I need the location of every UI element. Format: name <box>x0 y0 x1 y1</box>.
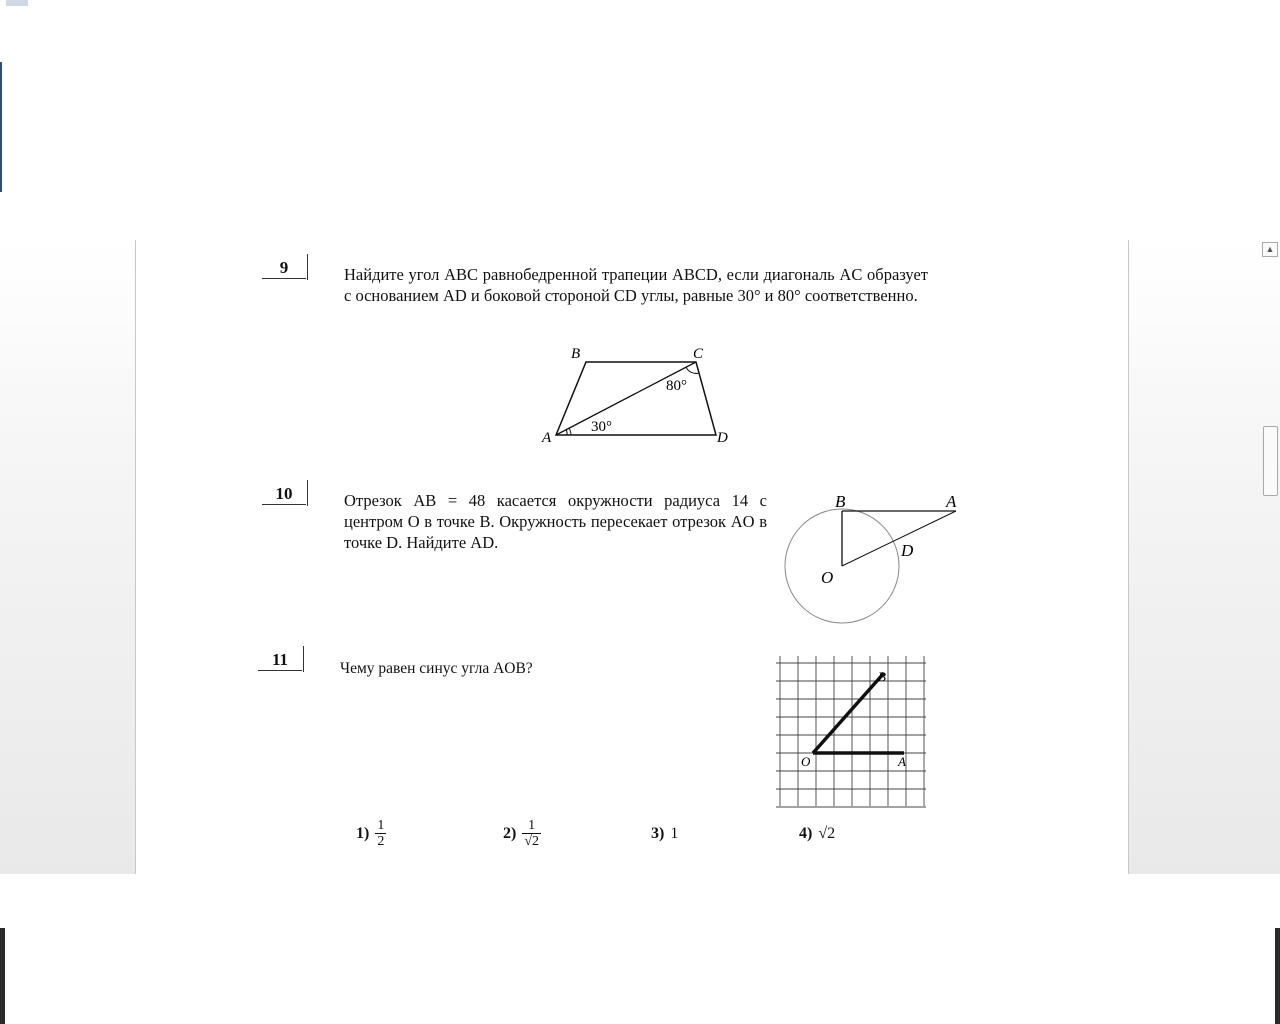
bottom-right-edge <box>1275 928 1280 1024</box>
task-10-circle-figure <box>781 490 966 630</box>
label-a: A <box>898 754 906 769</box>
answer-2-fraction <box>522 818 541 849</box>
answer-1-fraction <box>375 818 386 849</box>
answer-3-label: 3) <box>651 825 665 842</box>
label-angle-80: 80° <box>666 378 687 394</box>
viewer-bottom-strip <box>4 874 1276 902</box>
answer-3-value: 1 <box>670 825 679 842</box>
task-11-number: 11 <box>258 650 302 671</box>
bottom-left-edge <box>0 928 5 1024</box>
answer-option-2[interactable] <box>503 818 541 849</box>
task-9-number: 9 <box>262 258 306 279</box>
angle-arc-a2 <box>569 428 571 435</box>
answer-2-label: 2) <box>503 824 517 842</box>
label-c: C <box>693 346 704 362</box>
label-b: B <box>835 492 846 511</box>
answer-4-value: √2 <box>818 825 836 842</box>
task-10-number: 10 <box>262 484 306 505</box>
top-blank-area <box>0 0 1280 240</box>
scroll-up-arrow-icon[interactable]: ▲ <box>1262 242 1278 257</box>
label-b: B <box>571 346 581 362</box>
label-d: D <box>717 430 728 446</box>
label-d: D <box>901 541 914 560</box>
label-b: B <box>878 669 886 684</box>
label-a: A <box>946 492 957 511</box>
answer-1-label: 1) <box>356 824 370 842</box>
answer-2-denominator: √2 <box>524 834 540 849</box>
window-left-edge <box>0 62 2 192</box>
answer-4-label: 4) <box>799 825 813 842</box>
answer-option-3[interactable] <box>651 825 678 843</box>
answer-2-numerator: 1 <box>528 818 536 833</box>
window-corner-mark <box>6 0 28 6</box>
ray-ob <box>813 673 884 753</box>
segment-oa <box>842 511 956 566</box>
task-11-text: Чему равен синус угла AOB? <box>340 660 533 677</box>
diagonal-ac <box>556 362 696 435</box>
label-o: O <box>821 568 834 587</box>
task-9-text: Найдите угол ABC равнобедренной трапеции ABCD, если диагональ AC образует с основанием AD и боковой стороной CD углы, равные 30° и 80° соответственно. <box>344 265 928 305</box>
vertical-scrollbar-thumb[interactable] <box>1263 426 1278 496</box>
label-angle-30: 30° <box>591 419 612 435</box>
task-9-trapezoid-figure <box>531 342 746 452</box>
answer-option-1[interactable] <box>356 818 386 849</box>
label-a: A <box>542 430 552 446</box>
angle-arc-a <box>566 429 567 435</box>
answer-1-numerator: 1 <box>377 818 385 833</box>
task-10-text: Отрезок AB = 48 касается окружности радиуса 14 с центром O в точке B. Окружность пересекает отрезок AO в точке D. Найдите AD. <box>344 491 767 552</box>
document-page[interactable] <box>135 240 1129 874</box>
bottom-blank-area <box>0 902 1280 1024</box>
answer-option-4[interactable] <box>799 825 835 843</box>
task-11-grid-figure <box>776 656 936 808</box>
label-o: O <box>801 754 811 769</box>
answer-1-denominator: 2 <box>377 834 385 849</box>
